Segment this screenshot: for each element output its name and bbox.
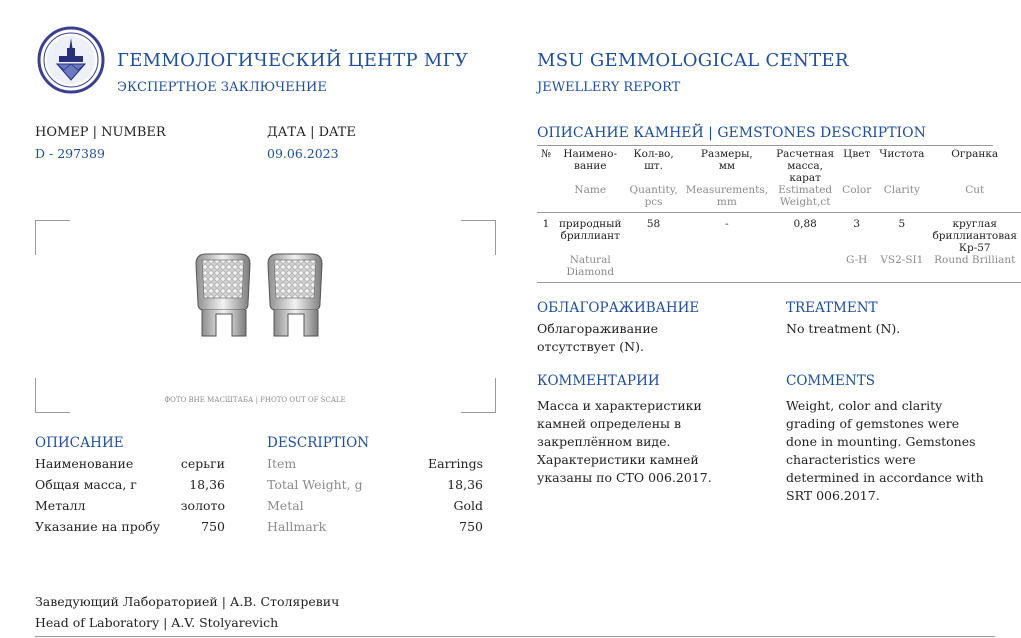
- date-label: ДАТА | DATE: [267, 125, 356, 140]
- gemstones-grid: [537, 148, 1021, 283]
- treatment-text-en: No treatment (N).: [786, 321, 901, 336]
- gemstones-header-en: [537, 184, 1021, 212]
- photo-frame-corner: [461, 378, 496, 413]
- row-label: Указание на пробу: [35, 519, 161, 534]
- description-en-row: [267, 453, 483, 474]
- col-header-en: Quantity, pcs: [629, 184, 678, 208]
- description-en-row: [267, 474, 483, 495]
- row-value: Earrings: [428, 456, 483, 471]
- footer-divider: [35, 636, 995, 637]
- description-en-row: [267, 495, 483, 516]
- row-label: Item: [267, 456, 297, 471]
- gemstone-row-ru: [537, 212, 1021, 254]
- signature-ru: Заведующий Лабораторией | А.В. Столяревич: [35, 594, 340, 609]
- description-ru-row: [35, 495, 225, 516]
- description-en-row: [267, 516, 483, 537]
- cell: круглая бриллиантовая Кр-57: [932, 217, 1018, 254]
- cell: [682, 254, 773, 282]
- gemstones-table: [537, 148, 1018, 283]
- header-subtitle-ru: ЭКСПЕРТНОЕ ЗАКЛЮЧЕНИЕ: [117, 80, 327, 95]
- cell: VS2-SI1: [880, 254, 924, 266]
- description-en-table: [267, 453, 483, 537]
- row-label: Metal: [267, 498, 304, 513]
- row-label: Total Weight, g: [267, 477, 363, 492]
- gemstones-header-ru: [537, 148, 1021, 184]
- comments-text-ru: Масса и характеристики камней определены в закреплённом виде. Характеристики камней указаны по СТО 006.2017.: [537, 398, 712, 485]
- comments-heading-ru: КОММЕНТАРИИ: [537, 373, 660, 389]
- cell: природный бриллиант: [558, 217, 622, 242]
- cell: [537, 254, 555, 282]
- row-value: 18,36: [447, 477, 483, 492]
- logo-seal: [37, 26, 105, 94]
- col-header: Наимено- вание: [563, 148, 618, 172]
- cell: 3: [853, 217, 861, 230]
- col-header: Кол-во, шт.: [633, 148, 674, 172]
- description-ru-row: [35, 453, 225, 474]
- header-title-ru: ГЕММОЛОГИЧЕСКИЙ ЦЕНТР МГУ: [117, 50, 469, 71]
- col-header: Размеры, мм: [700, 148, 753, 172]
- cell: 0,88: [793, 217, 817, 230]
- date-value: 09.06.2023: [267, 146, 339, 161]
- col-header-en: Estimated Weight,ct: [778, 184, 833, 208]
- description-ru-row: [35, 516, 225, 537]
- col-header: №: [541, 148, 551, 160]
- col-header-en: Color: [842, 184, 872, 196]
- photo-caption: ФОТО ВНЕ МАСШТАБА | PHOTO OUT OF SCALE: [164, 396, 346, 404]
- cell: Natural Diamond: [566, 254, 615, 278]
- col-header-en: [537, 184, 555, 212]
- col-header: Огранка: [951, 148, 999, 160]
- row-value: золото: [180, 498, 225, 513]
- photo-frame-corner: [35, 220, 70, 255]
- description-ru-row: [35, 474, 225, 495]
- header-title-en: MSU GEMMOLOGICAL CENTER: [537, 50, 849, 71]
- row-value: 18,36: [189, 477, 225, 492]
- description-en-heading: DESCRIPTION: [267, 435, 370, 451]
- row-label: Общая масса, г: [35, 477, 137, 492]
- col-header: Чистота: [879, 148, 925, 160]
- col-header-en: Cut: [965, 184, 985, 196]
- col-header-en: Clarity: [883, 184, 920, 196]
- photo-frame-corner: [461, 220, 496, 255]
- row-value: 750: [459, 519, 483, 534]
- treatment-heading-en: TREATMENT: [786, 300, 878, 316]
- row-label: Hallmark: [267, 519, 327, 534]
- gemstones-top-rule: [537, 145, 993, 146]
- cell: -: [725, 217, 729, 230]
- gemstone-row-en: [537, 254, 1021, 282]
- comments-text-en: Weight, color and clarity grading of gemstones were done in mounting. Gemstones characteristics were determined in accordance with SRT 006.2017.: [786, 398, 984, 503]
- col-header: Расчетная масса, карат: [776, 148, 835, 184]
- number-label: НОМЕР | NUMBER: [35, 125, 166, 140]
- gemstones-heading: ОПИСАНИЕ КАМНЕЙ | GEMSTONES DESCRIPTION: [537, 125, 926, 141]
- cell: 5: [898, 217, 906, 230]
- cell: 58: [646, 217, 661, 230]
- photo-frame-corner: [35, 378, 70, 413]
- row-value: серьги: [180, 456, 225, 471]
- col-header-en: Name: [574, 184, 607, 196]
- row-label: Металл: [35, 498, 86, 513]
- cell: G-H: [846, 254, 868, 266]
- row-value: 750: [201, 519, 225, 534]
- comments-heading-en: COMMENTS: [786, 373, 875, 389]
- cell: 1: [542, 217, 550, 230]
- cell: Round Brilliant: [934, 254, 1016, 266]
- msu-seal-icon: [37, 26, 105, 94]
- col-header-en: Measurements, mm: [685, 184, 769, 208]
- number-value: D - 297389: [35, 146, 105, 161]
- description-ru-table: [35, 453, 225, 537]
- treatment-text-ru: Облагораживание отсутствует (N).: [537, 321, 659, 354]
- treatment-heading-ru: ОБЛАГОРАЖИВАНИЕ: [537, 300, 700, 316]
- earrings-icon: [190, 252, 330, 344]
- header-subtitle-en: JEWELLERY REPORT: [537, 80, 681, 95]
- cell: [626, 254, 682, 282]
- row-label: Наименование: [35, 456, 134, 471]
- cell: [772, 254, 838, 282]
- signature-en: Head of Laboratory | A.V. Stolyarevich: [35, 615, 279, 630]
- row-value: Gold: [453, 498, 483, 513]
- earrings-photo: [190, 252, 330, 344]
- description-ru-heading: ОПИСАНИЕ: [35, 435, 124, 451]
- col-header: Цвет: [843, 148, 871, 160]
